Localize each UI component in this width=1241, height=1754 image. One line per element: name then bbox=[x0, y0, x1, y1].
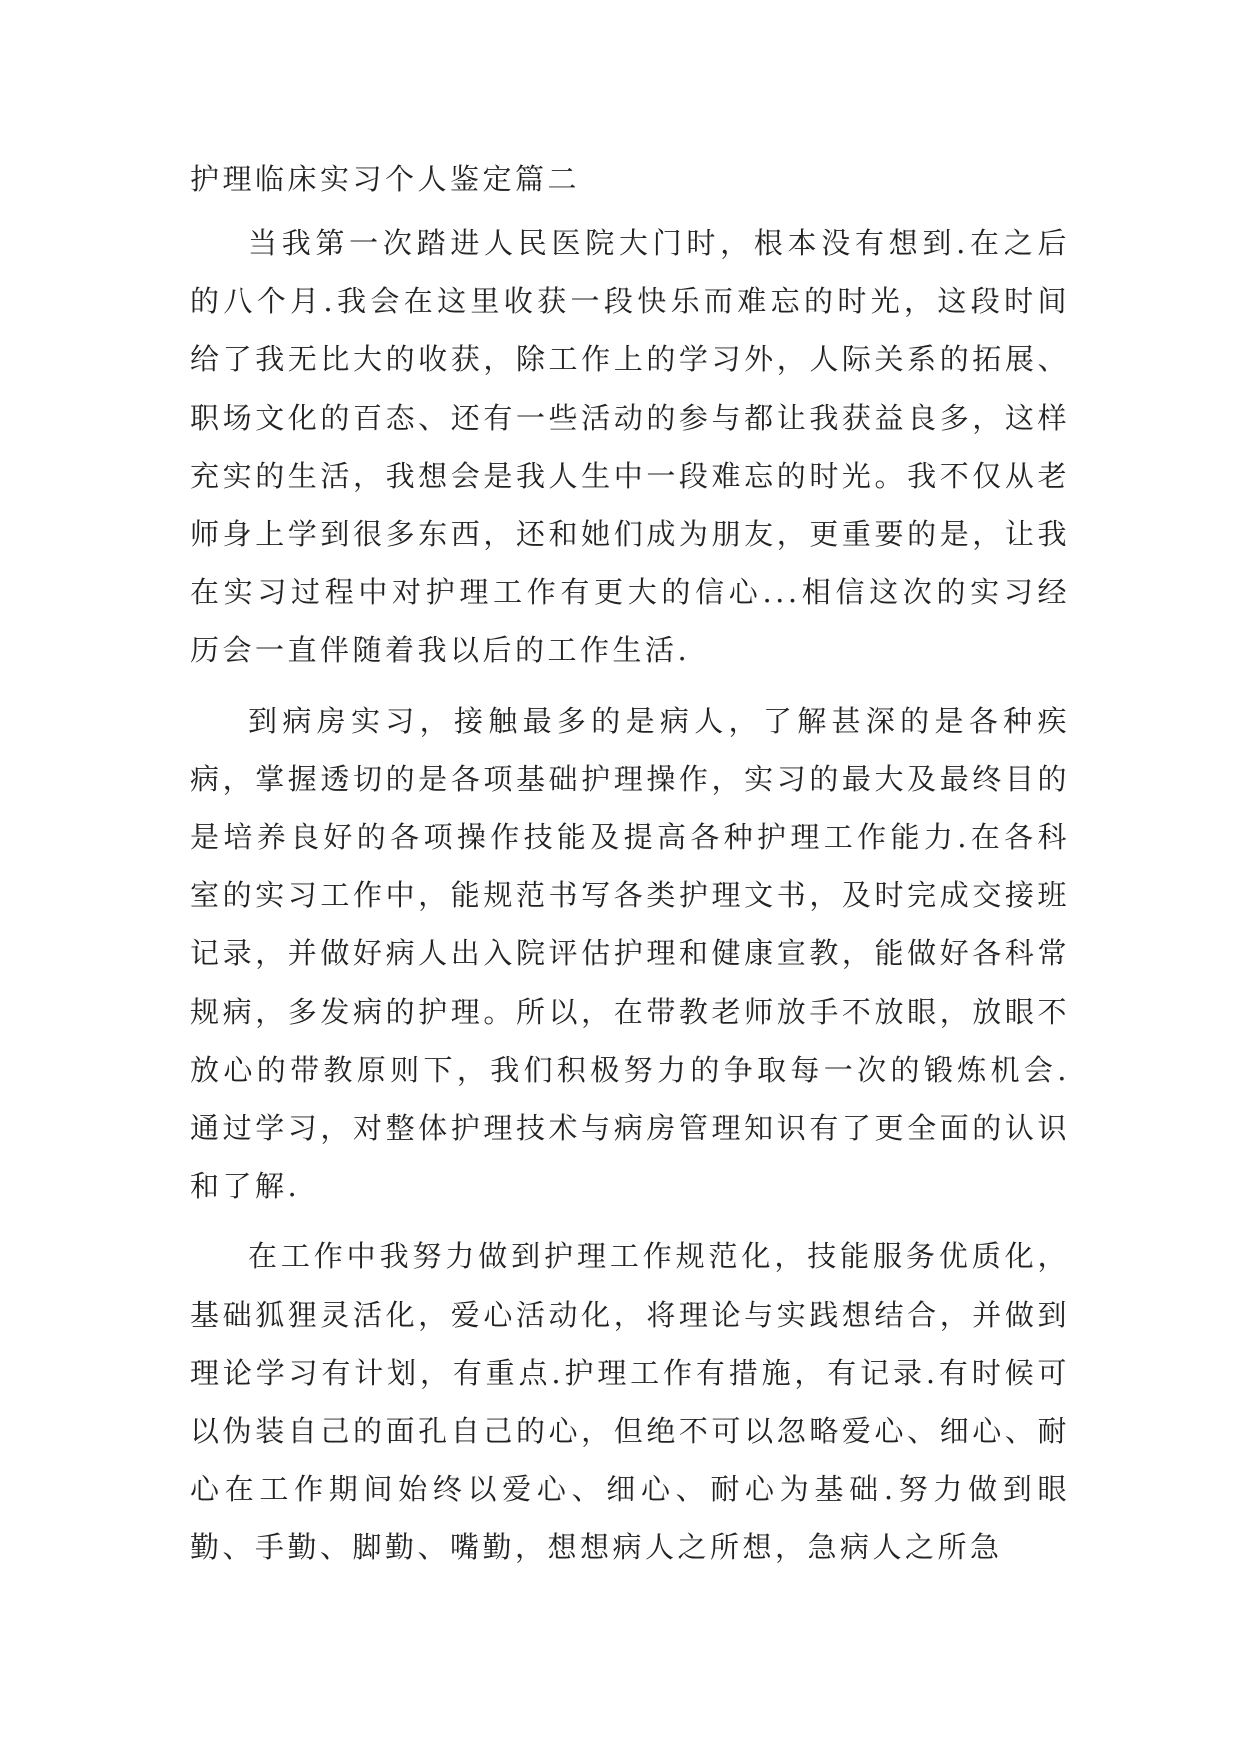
document-title: 护理临床实习个人鉴定篇二 bbox=[190, 162, 581, 196]
paragraph-3: 在工作中我努力做到护理工作规范化，技能服务优质化，基础狐狸灵活化，爱心活动化，将理论与实践想结合，并做到理论学习有计划，有重点.护理工作有措施，有记录.有时候可以伪装自己的面孔自己的心，但绝不可以忽略爱心、细心、耐心在工作期间始终以爱心、细心、耐心为基础.努力做到眼勤、手勤、脚勤、嘴勤，想想病人之所想，急病人之所急 bbox=[190, 1239, 1070, 1565]
document-body bbox=[190, 150, 1070, 1577]
paragraph-1: 当我第一次踏进人民医院大门时，根本没有想到.在之后的八个月.我会在这里收获一段快乐而难忘的时光，这段时间给了我无比大的收获，除工作上的学习外，人际关系的拓展、职场文化的百态、还有一些活动的参与都让我获益良多，这样充实的生活，我想会是我人生中一段难忘的时光。我不仅从老师身上学到很多东西，还和她们成为朋友，更重要的是，让我在实习过程中对护理工作有更大的信心...相信这次的实习经历会一直伴随着我以后的工作生活. bbox=[190, 226, 1070, 668]
paragraph-2: 到病房实习，接触最多的是病人，了解甚深的是各种疾病，掌握透切的是各项基础护理操作，实习的最大及最终目的是培养良好的各项操作技能及提高各种护理工作能力.在各科室的实习工作中，能规范书写各类护理文书，及时完成交接班记录，并做好病人出入院评估护理和健康宣教，能做好各科常规病，多发病的护理。所以，在带教老师放手不放眼，放眼不放心的带教原则下，我们积极努力的争取每一次的锻炼机会.通过学习，对整体护理技术与病房管理知识有了更全面的认识和了解. bbox=[190, 703, 1070, 1204]
